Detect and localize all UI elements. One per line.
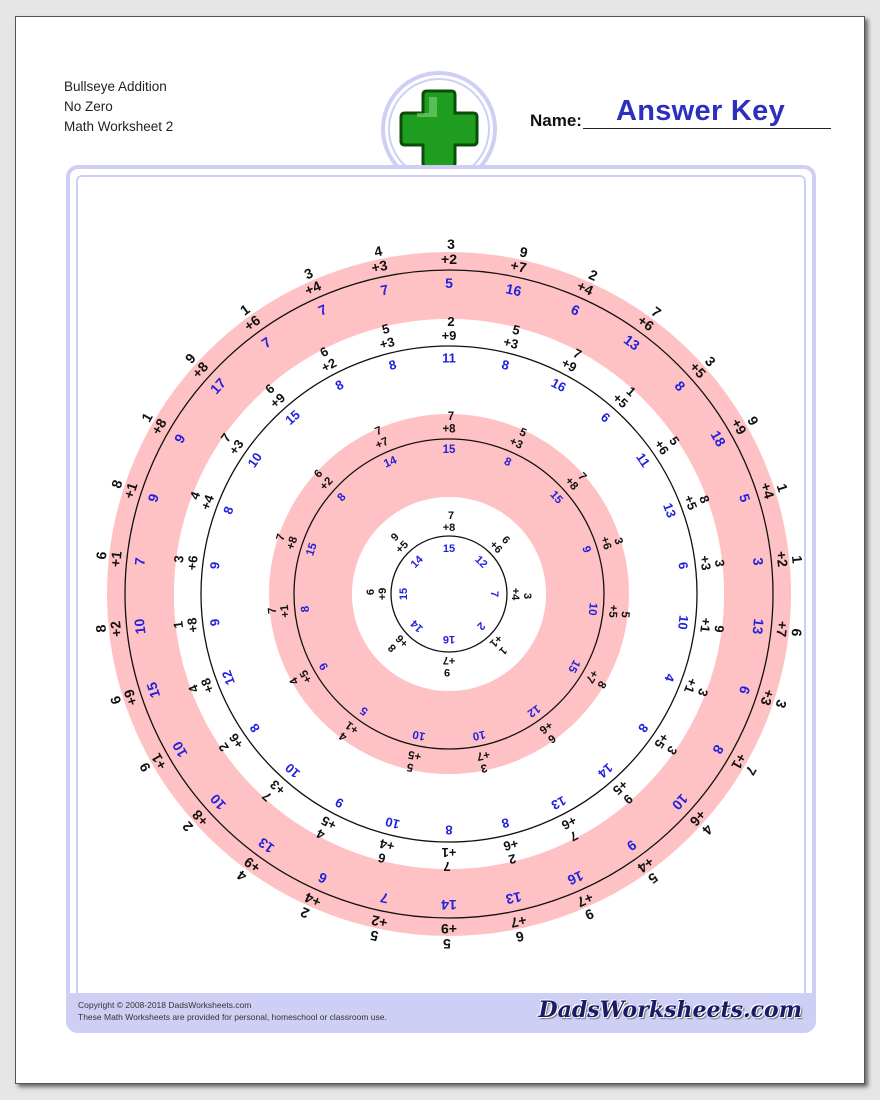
answer-value: 13 — [620, 331, 643, 354]
answer-value: 12 — [472, 553, 490, 571]
addend-top: 6 — [376, 849, 388, 867]
addend-top: 2 — [506, 850, 518, 868]
answer-value: 10 — [383, 814, 402, 833]
addend-top: 9 — [181, 350, 199, 367]
answer-value: 6 — [675, 561, 692, 571]
addend-bottom: +6 — [240, 311, 264, 335]
addend-bottom: +7 — [582, 667, 600, 685]
answer-value: 9 — [579, 544, 593, 555]
addend-bottom: +8 — [562, 475, 581, 493]
addend-top: 6 — [106, 694, 125, 707]
addend-bottom: +3 — [757, 687, 778, 708]
answer-value: 8 — [500, 814, 511, 832]
addend-top: 3 — [711, 558, 728, 568]
addend-top: 3 — [170, 554, 187, 564]
addend-bottom: +5 — [407, 747, 423, 763]
answer-value: 11 — [633, 450, 654, 470]
answer-value: 3 — [749, 556, 767, 567]
addend-top: 5 — [666, 433, 683, 449]
worksheet-page — [15, 16, 865, 1084]
answer-value: 8 — [332, 376, 347, 394]
answer-value: 8 — [500, 356, 511, 374]
addend-bottom: +2 — [317, 475, 336, 493]
answer-value: 9 — [623, 836, 640, 855]
answer-value: 14 — [408, 553, 426, 571]
addend-top: 2 — [447, 314, 455, 329]
addend-top: 3 — [701, 353, 719, 370]
addend-bottom: +6 — [184, 554, 201, 572]
addend-bottom: +9 — [267, 389, 289, 412]
addend-top: 7 — [373, 424, 385, 439]
addend-top: 7 — [648, 303, 665, 321]
bullseye-diagram — [16, 17, 864, 1083]
answer-value: 15 — [398, 587, 410, 601]
addend-bottom: +7 — [442, 654, 456, 666]
answer-value: 7 — [131, 556, 149, 567]
addend-top: 2 — [215, 739, 232, 755]
addend-top: 9 — [620, 791, 636, 808]
addend-bottom: +8 — [197, 676, 217, 696]
addend-top: 1 — [138, 409, 156, 425]
answer-value: 8 — [246, 720, 264, 736]
answer-value: 5 — [358, 703, 371, 718]
addend-top: 5 — [517, 426, 529, 440]
addend-bottom: +7 — [773, 620, 791, 638]
addend-top: 1 — [623, 383, 639, 400]
addend-top: 7 — [447, 411, 455, 423]
addend-top: 7 — [575, 470, 589, 484]
addend-top: 5 — [443, 936, 451, 952]
addend-top: 7 — [274, 532, 288, 543]
addend-bottom: +2 — [107, 620, 125, 638]
addend-top: 3 — [447, 236, 455, 252]
addend-top: 7 — [742, 763, 760, 779]
addend-bottom: +5 — [609, 389, 631, 412]
addend-bottom: +5 — [393, 538, 412, 557]
addend-bottom: +4 — [378, 835, 397, 855]
addend-bottom: +9 — [240, 853, 264, 877]
addend-bottom: +6 — [501, 835, 520, 855]
addend-top: 4 — [313, 826, 328, 843]
addend-top: 7 — [266, 606, 280, 615]
addend-bottom: +2 — [441, 251, 457, 267]
addend-top: 8 — [386, 641, 399, 655]
addition-problem — [441, 921, 457, 952]
addend-top: 1 — [788, 554, 806, 565]
addend-top: 3 — [521, 592, 533, 600]
addend-bottom: +3 — [501, 333, 520, 353]
answer-value: 11 — [442, 350, 456, 366]
answer-value: 5 — [735, 491, 754, 505]
addend-top: 9 — [582, 905, 597, 924]
addend-top: 9 — [518, 243, 530, 261]
answer-value: 13 — [749, 617, 768, 636]
worksheet-subtitle: No Zero — [64, 99, 113, 114]
addend-top: 3 — [301, 264, 316, 283]
answer-value: 2 — [474, 619, 488, 633]
answer-value: 12 — [524, 701, 543, 720]
answer-value: 10 — [411, 727, 427, 743]
addend-bottom: +3 — [225, 436, 247, 458]
addend-bottom: +5 — [318, 812, 339, 833]
answer-value: 8 — [335, 491, 349, 505]
addend-bottom: +6 — [486, 538, 505, 557]
answer-value: 10 — [471, 727, 487, 743]
addend-bottom: +4 — [302, 889, 324, 911]
addend-top: 6 — [262, 380, 278, 397]
addend-top: 9 — [443, 666, 451, 678]
answer-value: 15 — [565, 657, 583, 675]
worksheet-title: Bullseye Addition — [64, 79, 167, 94]
answer-value: 7 — [315, 300, 330, 319]
addend-bottom: +8 — [184, 616, 201, 634]
addend-bottom: +8 — [442, 522, 456, 534]
addend-bottom: +9 — [441, 921, 457, 937]
addend-top: 3 — [479, 761, 489, 775]
addend-bottom: +2 — [318, 355, 339, 376]
answer-value: 15 — [442, 543, 456, 555]
answer-key-label: Answer Key — [616, 95, 786, 127]
answer-value: 9 — [206, 561, 223, 571]
answer-value: 8 — [671, 377, 689, 395]
addend-bottom: +7 — [373, 435, 391, 452]
addend-bottom: +9 — [377, 587, 389, 601]
addend-top: 2 — [298, 904, 312, 922]
addend-top: 6 — [788, 627, 806, 638]
addend-bottom: +6 — [597, 535, 614, 552]
answer-value: 13 — [255, 834, 278, 857]
copyright-line: Copyright © 2008-2018 DadsWorksheets.com — [78, 1000, 252, 1010]
addend-bottom: +6 — [536, 718, 555, 736]
addend-top: 6 — [514, 928, 526, 946]
addend-top: 3 — [611, 536, 625, 547]
addend-top: 1 — [773, 481, 792, 494]
answer-value: 8 — [502, 455, 513, 470]
answer-value: 10 — [282, 760, 303, 782]
answer-value: 8 — [387, 356, 398, 374]
answer-value: 13 — [548, 792, 569, 813]
answer-value: 14 — [382, 454, 399, 471]
answer-value: 10 — [244, 449, 266, 471]
answer-value: 7 — [378, 281, 390, 299]
addend-top: 7 — [447, 510, 455, 522]
addend-top: 8 — [92, 623, 110, 634]
answer-value: 6 — [568, 300, 583, 319]
addend-top: 8 — [107, 477, 126, 491]
addend-top: 6 — [499, 533, 512, 547]
addend-top: 1 — [170, 620, 187, 630]
copyright-text — [78, 999, 387, 1023]
addend-top: 4 — [233, 867, 250, 885]
answer-value: 13 — [660, 500, 680, 520]
addend-top: 7 — [259, 788, 275, 805]
answer-value: 17 — [206, 374, 230, 398]
addend-top: 7 — [570, 345, 585, 362]
addend-top: 6 — [365, 588, 377, 596]
addend-bottom: +1 — [107, 550, 125, 568]
answer-value: 10 — [674, 614, 692, 631]
answer-value: 7 — [378, 889, 390, 907]
addend-top: 4 — [372, 242, 384, 260]
addend-top: 5 — [510, 321, 522, 339]
answer-value: 6 — [315, 869, 330, 888]
addend-bottom: +5 — [609, 776, 631, 799]
answer-value: 10 — [585, 602, 599, 617]
addend-top: 4 — [186, 489, 204, 502]
answer-value: 9 — [317, 660, 332, 672]
addend-top: 2 — [179, 818, 197, 835]
addend-bottom: +3 — [369, 256, 389, 276]
addend-bottom: +1 — [486, 631, 505, 650]
answer-value: 13 — [504, 888, 523, 908]
addend-bottom: +9 — [120, 687, 141, 708]
addend-bottom: +4 — [574, 277, 596, 299]
addend-bottom: +6 — [651, 436, 673, 458]
addend-bottom: +7 — [509, 912, 529, 932]
answer-value: 15 — [282, 406, 303, 428]
addend-top: 8 — [696, 493, 713, 506]
addend-bottom: +4 — [757, 480, 778, 501]
answer-value: 16 — [504, 280, 523, 300]
addend-top: 9 — [136, 759, 154, 775]
addend-bottom: +3 — [378, 333, 397, 353]
addend-top: 9 — [711, 624, 728, 634]
addend-bottom: +4 — [197, 492, 217, 512]
addend-top: 4 — [185, 682, 202, 695]
addend-top: 5 — [368, 927, 380, 945]
addend-bottom: +5 — [605, 604, 620, 619]
answer-value: 15 — [547, 488, 565, 507]
addend-top: 7 — [567, 827, 581, 845]
addend-top: 1 — [496, 644, 510, 657]
addend-top: 8 — [594, 678, 609, 691]
addend-top: 3 — [663, 743, 681, 758]
addend-bottom: +9 — [728, 415, 751, 438]
addend-top: 5 — [645, 869, 661, 888]
answer-value: 5 — [445, 275, 453, 291]
addend-top: 3 — [772, 697, 791, 711]
answer-value: 9 — [144, 491, 163, 505]
name-label: Name: — [530, 111, 582, 130]
answer-value: 12 — [218, 668, 238, 688]
addend-bottom: +2 — [369, 912, 389, 932]
footer-bar — [66, 993, 816, 1033]
addend-bottom: +3 — [697, 554, 714, 572]
addend-bottom: +1 — [147, 750, 170, 773]
addend-bottom: +1 — [441, 845, 457, 860]
addend-top: 9 — [744, 413, 762, 429]
addend-bottom: +8 — [147, 415, 170, 438]
answer-value: 16 — [548, 375, 569, 396]
addend-bottom: +3 — [507, 435, 525, 452]
addend-bottom: +2 — [773, 550, 791, 568]
answer-value: 6 — [597, 409, 614, 426]
addition-problem — [441, 236, 457, 267]
answer-value: 10 — [668, 790, 692, 814]
answer-value: 7 — [258, 333, 275, 352]
addend-top: 2 — [586, 266, 600, 284]
answer-value: 8 — [299, 605, 313, 613]
addend-top: 6 — [92, 550, 110, 561]
answer-value: 8 — [709, 742, 728, 757]
answer-value: 14 — [408, 617, 426, 635]
addend-bottom: +7 — [475, 747, 491, 763]
addend-top: 7 — [443, 859, 451, 874]
addend-top: 3 — [694, 686, 712, 699]
answer-value: 10 — [168, 738, 191, 761]
addend-bottom: +4 — [509, 587, 521, 601]
addend-bottom: +3 — [267, 776, 289, 799]
addend-top: 1 — [237, 300, 253, 319]
addend-bottom: +8 — [188, 806, 212, 830]
addend-bottom: +1 — [278, 604, 293, 619]
addend-top: 9 — [388, 531, 402, 544]
addend-top: 6 — [545, 731, 558, 746]
addend-bottom: +4 — [634, 853, 658, 877]
answer-value: 15 — [442, 444, 456, 456]
answer-value: 18 — [707, 427, 730, 450]
addend-top: 4 — [287, 674, 302, 687]
addend-top: 4 — [699, 821, 717, 838]
addend-bottom: +9 — [441, 328, 457, 343]
addend-bottom: +5 — [686, 358, 710, 382]
answer-value: 6 — [735, 683, 754, 697]
addend-bottom: +1 — [728, 750, 751, 773]
addend-top: 4 — [337, 729, 350, 743]
addend-top: 5 — [405, 760, 415, 774]
usage-line: These Math Worksheets are provided for personal, homeschool or classroom use. — [78, 1012, 387, 1022]
answer-value: 9 — [170, 431, 189, 446]
addend-bottom: +7 — [574, 889, 596, 911]
addend-bottom: +6 — [225, 730, 247, 752]
addend-bottom: +1 — [343, 718, 362, 736]
answer-value: 16 — [565, 867, 586, 889]
addend-bottom: +4 — [302, 277, 324, 299]
addition-problem — [773, 549, 806, 568]
addend-bottom: +1 — [120, 480, 141, 501]
addend-top: 6 — [312, 467, 326, 481]
addend-bottom: +8 — [188, 358, 212, 382]
worksheet-number: Math Worksheet 2 — [64, 119, 174, 134]
answer-value: 15 — [143, 680, 164, 700]
answer-value: 8 — [220, 504, 237, 517]
addend-top: 6 — [317, 343, 331, 361]
addend-top: 7 — [217, 430, 235, 445]
answer-value: 16 — [442, 633, 456, 645]
addend-bottom: +8 — [442, 423, 456, 436]
answer-value: 14 — [441, 897, 457, 913]
answer-value: 10 — [206, 790, 230, 814]
addend-top: 5 — [618, 610, 632, 619]
answer-value: 7 — [488, 590, 500, 598]
answer-value: 8 — [634, 720, 652, 736]
addend-bottom: +6 — [686, 806, 710, 830]
addend-bottom: +8 — [284, 535, 301, 552]
addend-bottom: +5 — [651, 730, 673, 752]
answer-value: 9 — [206, 617, 223, 627]
answer-value: 14 — [595, 760, 616, 782]
addend-bottom: +6 — [634, 311, 658, 335]
answer-value: 10 — [130, 617, 149, 636]
addend-bottom: +1 — [681, 676, 701, 696]
addend-bottom: +5 — [298, 667, 316, 685]
answer-value: 15 — [304, 541, 320, 558]
addend-bottom: +1 — [697, 616, 714, 634]
addend-bottom: +5 — [681, 492, 701, 512]
addend-top: 5 — [380, 320, 392, 338]
addend-bottom: +7 — [509, 256, 529, 276]
site-logo: DadsWorksheets.com — [538, 997, 802, 1023]
answer-value: 4 — [661, 671, 678, 684]
addend-bottom: +6 — [393, 631, 412, 650]
answer-value: 9 — [332, 794, 347, 812]
addend-bottom: +9 — [559, 355, 580, 376]
addend-bottom: +6 — [559, 812, 580, 833]
answer-value: 8 — [445, 822, 453, 838]
addition-problem — [92, 620, 125, 639]
